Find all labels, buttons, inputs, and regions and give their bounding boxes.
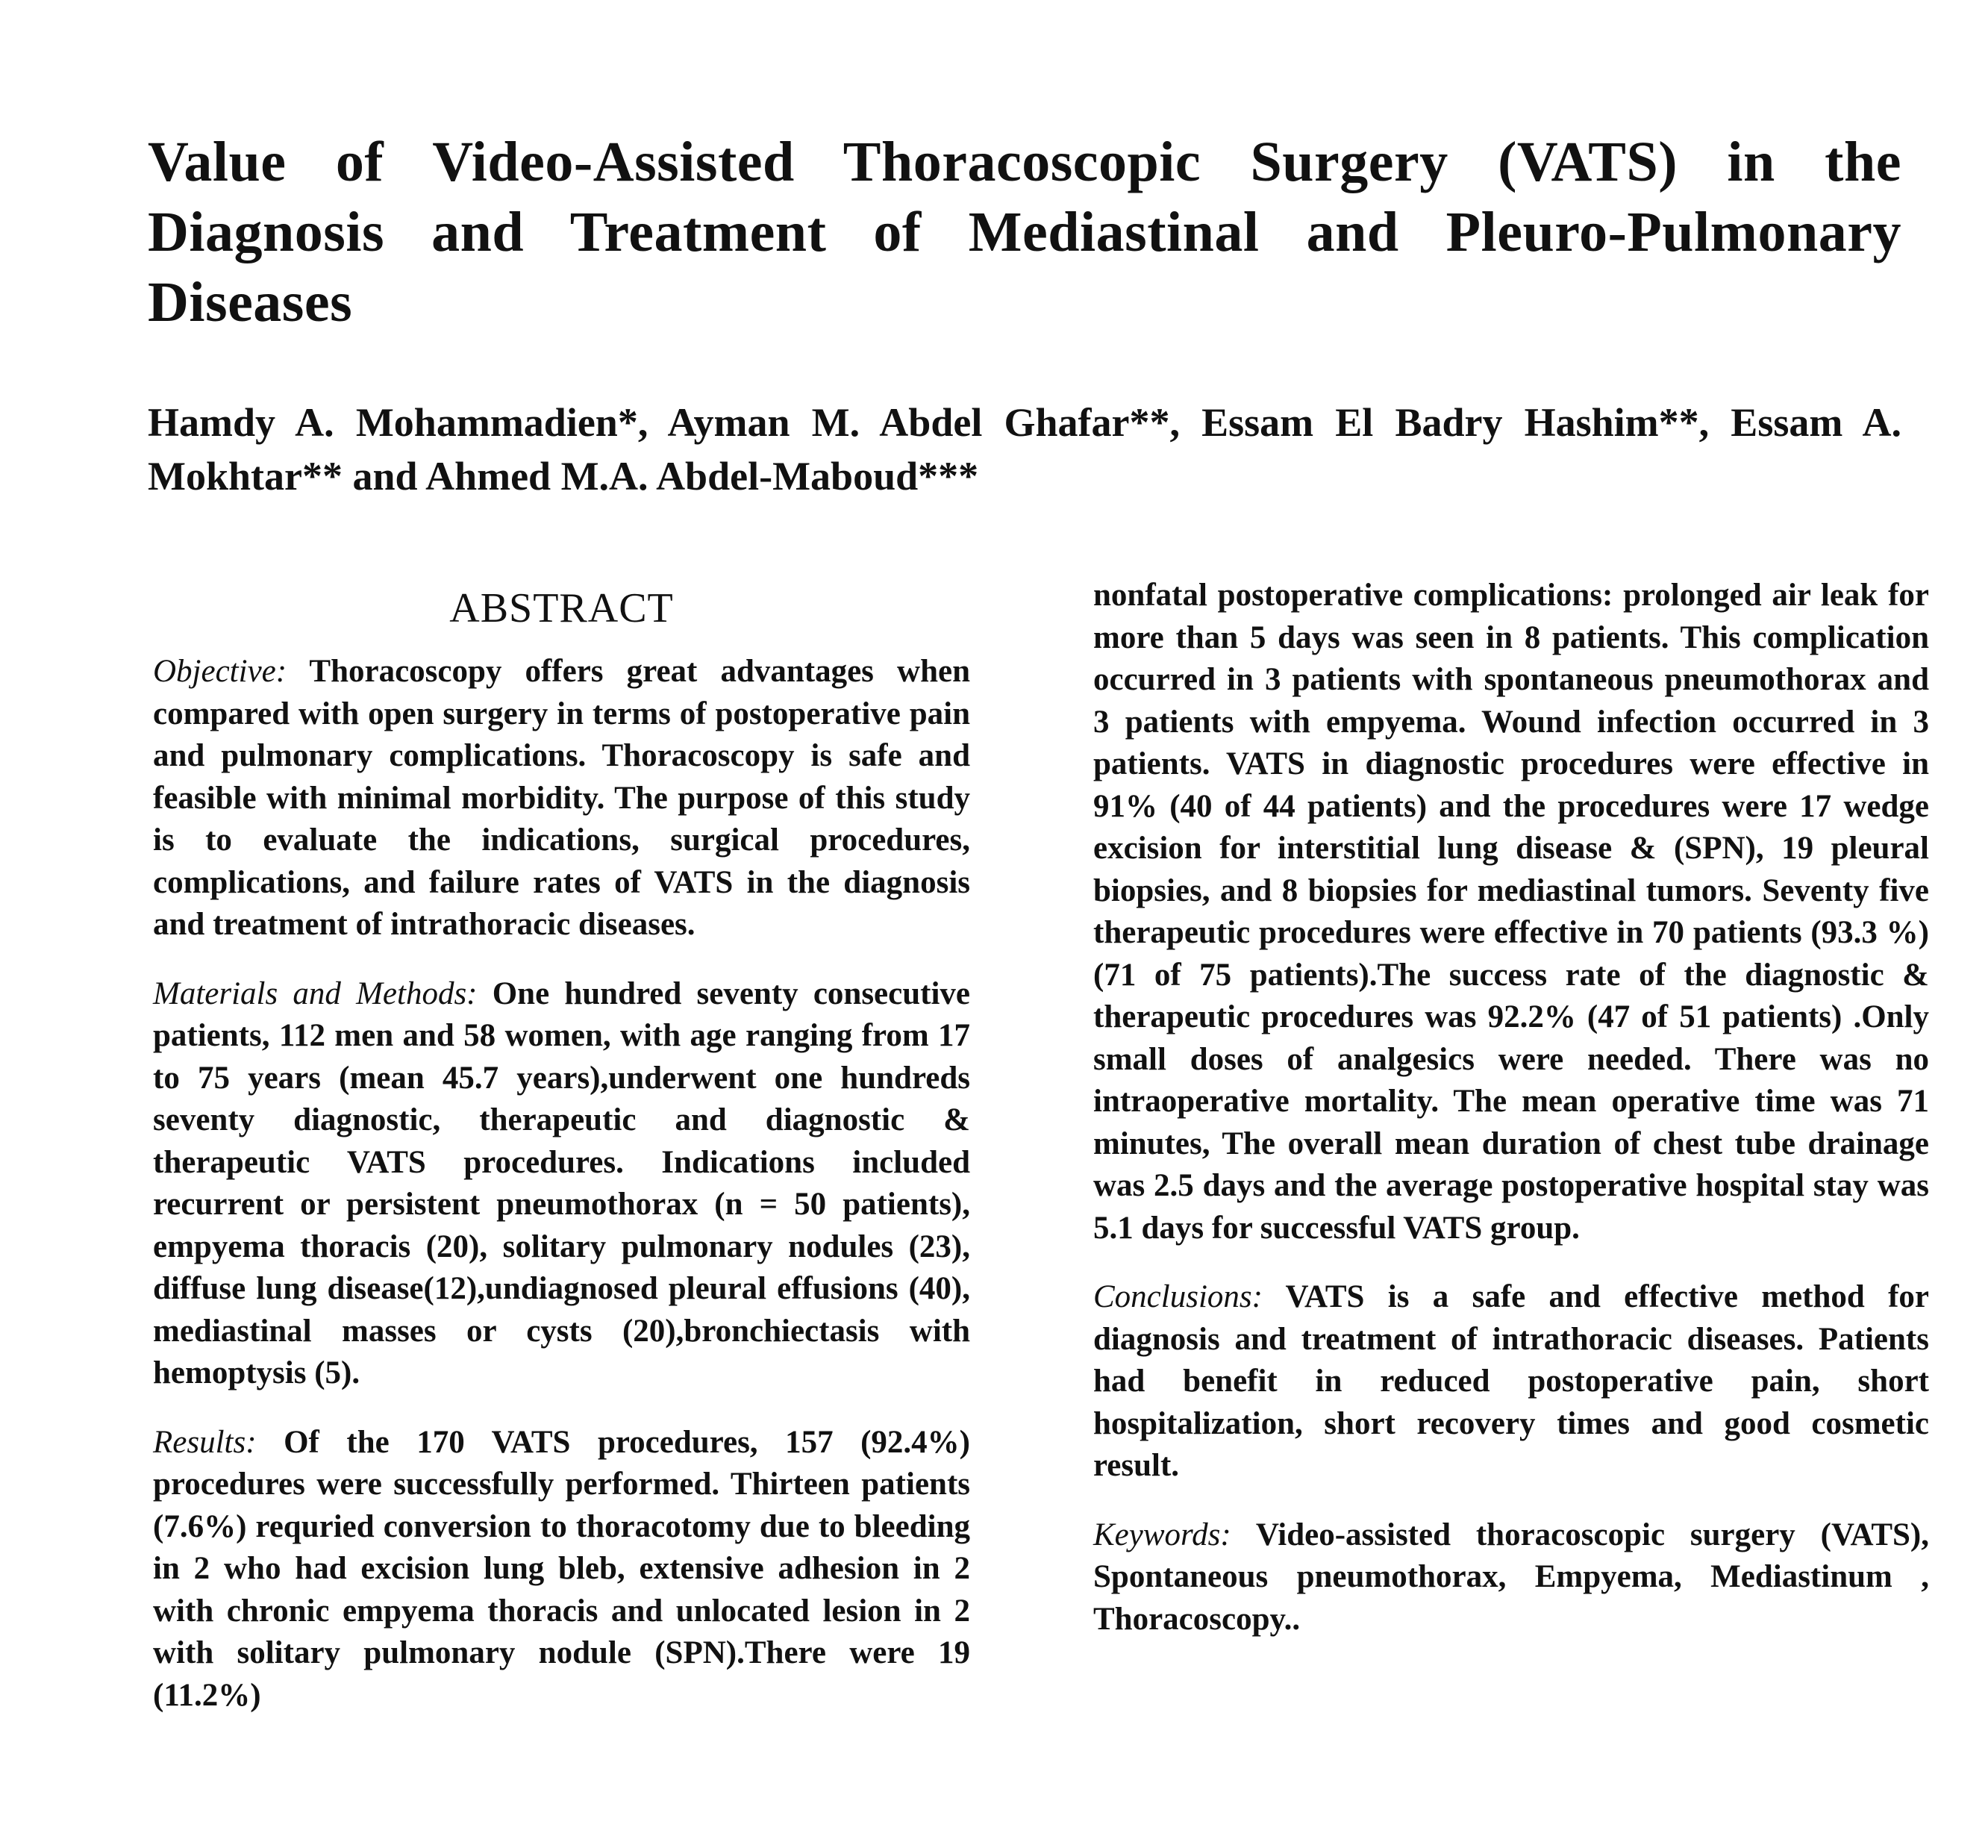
methods-paragraph — [153, 973, 970, 1395]
objective-text: Thoracoscopy offers great advantages when compared with open surgery in terms of postoperative pain and pulmonary complications. Thoracoscopy is safe and feasible with minimal morbidity. The purpose of this study is to evaluate the indications, surgical procedures, complications, and failure rates of VATS in the diagnosis and treatment of intrathoracic diseases. — [153, 654, 970, 942]
paper-title: Value of Video-Assisted Thoracoscopic Surgery (VATS) in the Diagnosis and Treatment of Mediastinal and Pleuro-Pulmonary Diseases — [148, 131, 1901, 334]
keywords-paragraph — [1093, 1514, 1929, 1641]
abstract-left-column — [153, 582, 970, 1744]
methods-text: One hundred seventy consecutive patients, 112 men and 58 women, with age ranging from 17 to 75 years (mean 45.7 years),underwent one hundreds seventy diagnostic, therapeutic and diagnostic & therapeutic VATS procedures. Indications included recurrent or persistent pneumothorax (n = 50 patients), empyema thoracis (20), solitary pulmonary nodules (23), diffuse lung disease(12),undiagnosed pleural effusions (40), mediastinal masses or cysts (20),bronchiectasis with hemoptysis (5). — [153, 975, 970, 1390]
results-continued-paragraph — [1093, 575, 1929, 1249]
keywords-label: Keywords: — [1093, 1517, 1231, 1552]
conclusions-paragraph — [1093, 1276, 1929, 1488]
keywords-text: Video-assisted thoracoscopic surgery (VATS), Spontaneous pneumothorax, Empyema, Mediastinum , Thoracoscopy.. — [1093, 1517, 1929, 1637]
abstract-right-column — [1093, 575, 1929, 1667]
conclusions-label: Conclusions: — [1093, 1279, 1263, 1314]
abstract-heading: ABSTRACT — [449, 585, 674, 631]
objective-label: Objective: — [153, 654, 287, 689]
results-continued-text: nonfatal postoperative complications: prolonged air leak for more than 5 days was seen in 8 patients. This complication occurred in 3 patients with spontaneous pneumothorax and 3 patients with empyema. Wound infection occurred in 3 patients. VATS in diagnostic procedures were effective in 91% (40 of 44 patients) and the procedures were 17 wedge excision for interstitial lung disease & (SPN), 19 pleural biopsies, and 8 biopsies for mediastinal tumors. Seventy five therapeutic procedures were effective in 70 patients (93.3 %) (71 of 75 patients).The success rate of the diagnostic & therapeutic procedures was 92.2% (47 of 51 patients) .Only small doses of analgesics were needed. There was no intraoperative mortality. The mean operative time was 71 minutes, The overall mean duration of chest tube drainage was 2.5 days and the average postoperative hospital stay was 5.1 days for successful VATS group. — [1093, 578, 1929, 1246]
results-label: Results: — [153, 1424, 257, 1460]
objective-paragraph — [153, 651, 970, 946]
results-paragraph — [153, 1422, 970, 1717]
methods-label: Materials and Methods: — [153, 975, 478, 1011]
results-text: Of the 170 VATS procedures, 157 (92.4%) procedures were successfully performed. Thirteen patients (7.6%) requried conversion to thoracotomy due to bleeding in 2 who had excision lung bleb, extensive adhesion in 2 with chronic empyema thoracis and unlocated lesion in 2 with solitary pulmonary nodule (SPN).There were 19 (11.2%) — [153, 1424, 971, 1713]
author-list: Hamdy A. Mohammadien*, Ayman M. Abdel Ghafar**, Essam El Badry Hashim**, Essam A. Mokhtar** and Ahmed M.A. Abdel-Maboud*** — [148, 400, 1901, 499]
conclusions-text: VATS is a safe and effective method for diagnosis and treatment of intrathoracic diseases. Patients had benefit in reduced postoperative pain, short hospitalization, short recovery times and good cosmetic result. — [1093, 1279, 1929, 1483]
